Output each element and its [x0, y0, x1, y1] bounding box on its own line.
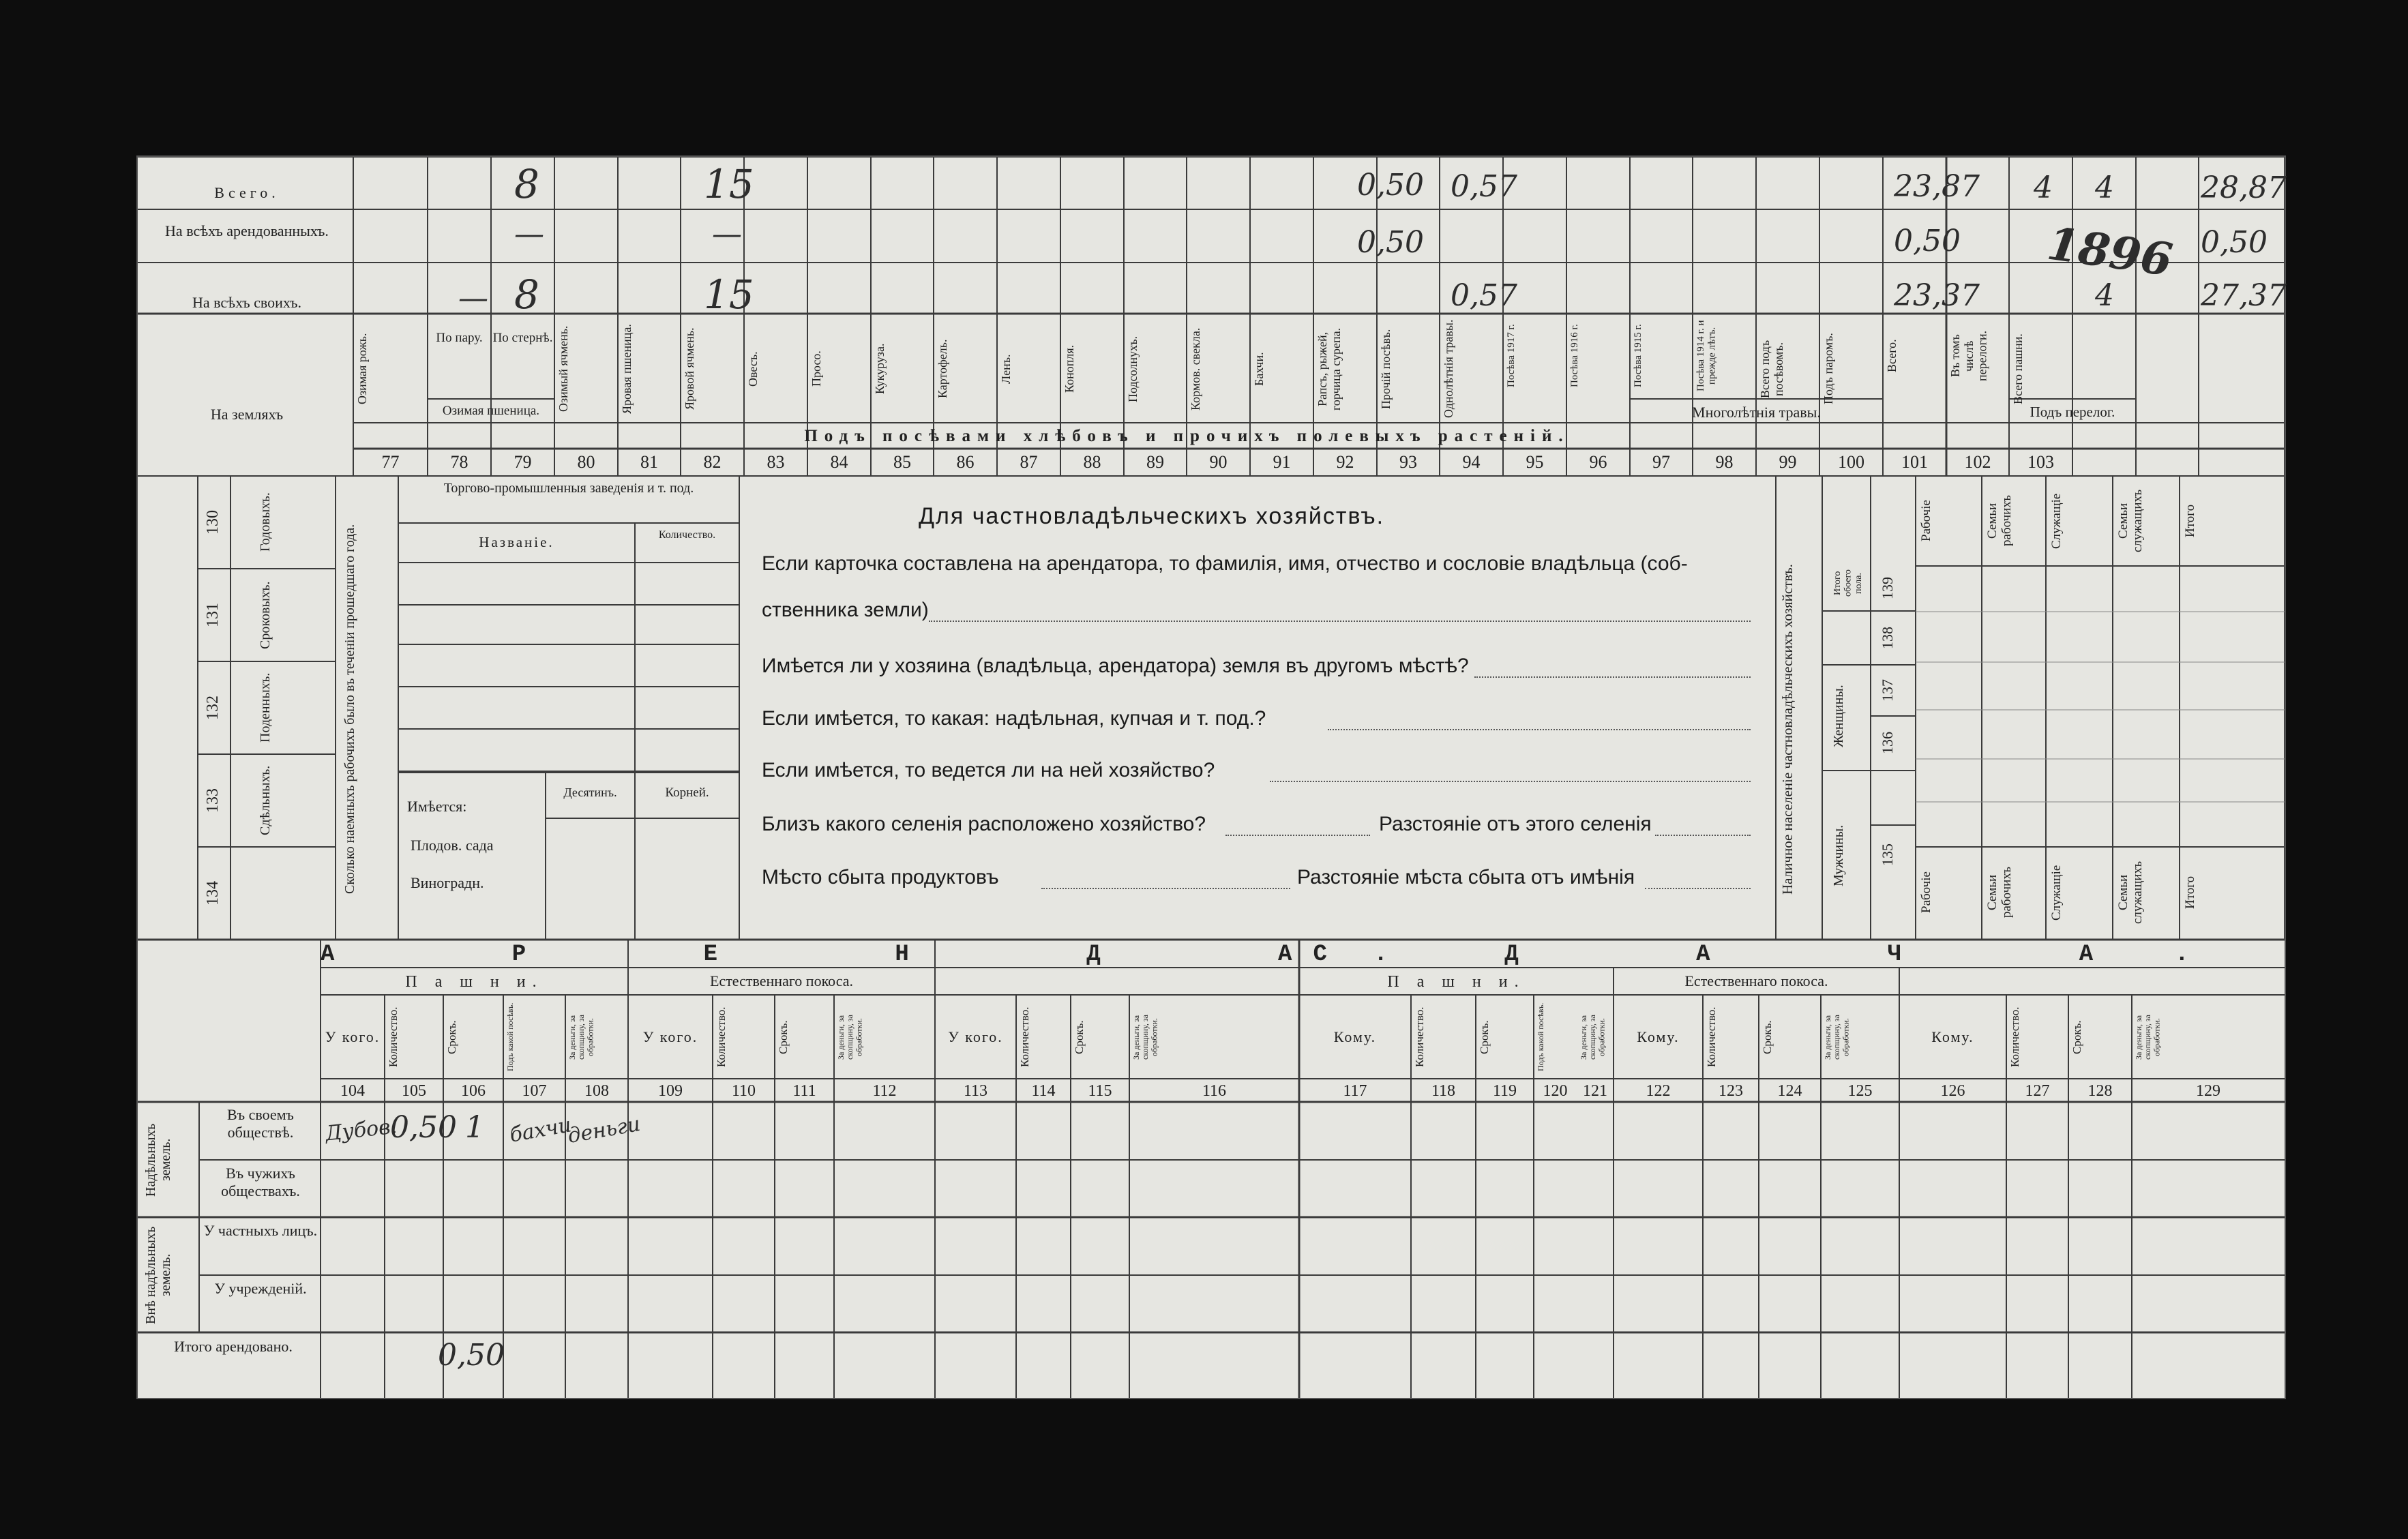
column-header-13: Подсолнухъ. [1126, 335, 1140, 402]
row-label-total: Всего. [214, 184, 280, 201]
trade-title: Торгово-промышленныя заведенія и т. под. [443, 481, 694, 496]
question-owner: Если карточка составлена на арендатора, то фамилія, имя, отчество и сословіе владѣльца (соб- [762, 552, 1688, 575]
lease-number-104: 104 [340, 1082, 365, 1100]
lease-number-122: 122 [1646, 1082, 1671, 1100]
lease-number-105: 105 [402, 1082, 426, 1100]
question-village: Близъ какого селенія расположено хозяйство? [762, 813, 1206, 835]
hw-lease-qty: 0,50 [390, 1110, 457, 1145]
hw-own-rapeseed: 0,57 [1451, 278, 1517, 313]
hw-lease-who: Дубов. [324, 1114, 398, 1146]
column-number-89: 89 [1146, 452, 1164, 472]
lease-number-111: 111 [792, 1082, 816, 1100]
sdacha-pokos-subheader: Естественнаго покоса. [1684, 972, 1828, 989]
pop-header-top-3: Семьи служащихъ [2116, 489, 2145, 553]
column-header-2: По пару. [436, 331, 483, 345]
hw-all-wheat-stubble: 8 [514, 161, 539, 207]
answer-line-land-type [1328, 729, 1751, 730]
column-number-102: 102 [1964, 452, 1991, 472]
column-number-97: 97 [1652, 452, 1670, 472]
lease-number-116: 116 [1202, 1082, 1227, 1100]
worker-col-num-134: 134 [204, 881, 222, 906]
hw-rented-wheat-stubble: — [514, 217, 544, 252]
column-header-17: Прочій посѣвъ. [1379, 329, 1393, 409]
column-header-16: Рапсъ, рыжей, горчица сурепа. [1316, 327, 1343, 410]
column-header-19: Посѣва 1917 г. [1506, 324, 1517, 388]
worker-col-num-131: 131 [204, 603, 222, 627]
lease-header-117: Кому. [1333, 1028, 1377, 1045]
lease-header-108: За деньги, за скопщину, за обработки. [567, 1015, 595, 1060]
column-header-26: Въ томъ числѣ перелоги. [1948, 330, 1989, 382]
column-header-11: Ленъ. [999, 354, 1013, 384]
lease-header-120: Подъ какой посѣвъ. [1536, 1002, 1545, 1072]
lease-header-115: Срокъ. [1073, 1020, 1086, 1054]
answer-line-village [1225, 835, 1370, 836]
column-number-77: 77 [381, 452, 400, 472]
column-number-78: 78 [450, 452, 469, 472]
worker-col-num-132: 132 [204, 696, 222, 720]
column-number-84: 84 [830, 452, 848, 472]
pop-header-bottom-4: Итого [2183, 876, 2197, 910]
lease-header-113: У кого. [948, 1028, 1003, 1045]
worker-col-label-132: Поденныхъ. [258, 672, 273, 743]
fallow-group: Подъ перелог. [2030, 404, 2115, 420]
hw-all-spring-barley: 15 [704, 161, 754, 207]
lease-header-110: Количество. [715, 1006, 728, 1068]
pop-header-bottom-0: Рабочіе [1919, 871, 1933, 914]
column-number-91: 91 [1273, 452, 1291, 472]
census-card [136, 155, 2286, 1399]
lease-header-114: Количество. [1018, 1006, 1031, 1068]
column-number-95: 95 [1526, 452, 1544, 472]
question-village-distance: Разстояніе отъ этого селенія [1379, 813, 1652, 835]
worker-col-label-130: Годовыхъ. [258, 492, 273, 552]
column-number-79: 79 [514, 452, 532, 472]
column-header-4: Озимый ячмень. [556, 325, 570, 413]
worker-col-num-130: 130 [204, 510, 222, 535]
worker-col-label-133: Сдѣльныхъ. [258, 765, 273, 836]
hw-lease-pay: деньги [565, 1111, 642, 1149]
column-number-101: 101 [1901, 452, 1928, 472]
population-title: Наличное населеніе частновладѣльческихъ хозяйствъ. [1779, 564, 1796, 895]
lease-number-128: 128 [2087, 1082, 2113, 1100]
lease-header-129: За деньги, за скопщину, за обработки. [2134, 1015, 2162, 1060]
lease-header-105: Количество. [387, 1006, 400, 1068]
hw-rented-total-sown: 0,50 [1894, 224, 1961, 258]
column-header-15: Бахчи. [1252, 352, 1266, 386]
question-land-type: Если имѣется, то какая: надѣльная, купчая и т. под.? [762, 707, 1266, 730]
hw-all-fallow-incl: 4 [2095, 170, 2114, 205]
hw-all-fallow-total: 4 [2034, 170, 2053, 205]
column-header-9: Кукуруза. [873, 343, 887, 395]
row-other-communities: Въ чужихъ обществахъ. [221, 1165, 300, 1200]
column-header-18: Однолѣтнія травы. [1442, 319, 1455, 419]
lease-number-113: 113 [963, 1082, 988, 1100]
column-number-99: 99 [1779, 452, 1797, 472]
hw-own-spring-barley: 15 [704, 271, 754, 318]
trade-orchard: Плодов. сада [411, 837, 494, 854]
lease-number-106: 106 [461, 1082, 486, 1100]
hw-all-total-arable: 28,87 [2201, 170, 2287, 205]
lease-header-118: Количество. [1413, 1006, 1426, 1068]
lease-number-114: 114 [1031, 1082, 1056, 1100]
column-header-20: Посѣва 1916 г. [1569, 324, 1580, 388]
column-header-3: По стернѣ. [492, 331, 553, 345]
lease-header-127: Количество. [2008, 1006, 2021, 1068]
arenda-pokos-subheader: Естественнаго покоса. [709, 972, 853, 989]
winter-wheat-group: Озимая пшеница. [442, 404, 540, 418]
trade-qty-header: Количество. [658, 529, 716, 541]
lease-number-120: 120 [1543, 1082, 1568, 1100]
population-men: Мужчины. [1831, 824, 1846, 887]
column-header-24: Подъ паромъ. [1822, 333, 1835, 405]
lease-number-115: 115 [1088, 1082, 1112, 1100]
column-number-96: 96 [1589, 452, 1607, 472]
column-header-12: Конопля. [1062, 344, 1076, 393]
column-number-87: 87 [1020, 452, 1038, 472]
perennial-grass-group: Многолѣтнія травы. [1692, 404, 1821, 421]
pop-header-bottom-1: Семьи рабочихъ [1985, 867, 2014, 918]
column-header-1: Озимая рожь. [355, 333, 369, 405]
column-number-82: 82 [703, 452, 722, 472]
question-other-land: Имѣется ли у хозяина (владѣльца, арендатора) земля въ другомъ мѣстѣ? [762, 655, 1469, 677]
lease-number-118: 118 [1431, 1082, 1456, 1100]
column-header-10: Картофель. [936, 339, 949, 399]
column-number-86: 86 [956, 452, 975, 472]
hired-workers-label: Сколько наемныхъ рабочихъ было въ теченіи прошедшаго года. [342, 524, 357, 895]
hw-own-fallow: 4 [2095, 278, 2114, 313]
answer-line-owner [929, 621, 1751, 622]
row-label-own: На всѣхъ своихъ. [192, 294, 301, 311]
lease-number-119: 119 [1492, 1082, 1517, 1100]
hw-rented-spring-barley: — [712, 217, 742, 252]
trade-roots-header: Корней. [665, 786, 709, 800]
lease-header-107: Подъ какой посѣвъ. [505, 1002, 515, 1072]
answer-line-farming [1270, 781, 1751, 782]
worker-col-label-131: Сроковыхъ. [258, 581, 273, 649]
pop-header-top-4: Итого [2183, 504, 2197, 538]
pop-header-top-2: Служащіе [2049, 493, 2064, 549]
column-header-14: Кормов. свекла. [1189, 327, 1202, 410]
pop-header-top-1: Семьи рабочихъ [1985, 495, 2014, 547]
pop-col-num-137: 137 [1879, 679, 1896, 702]
hw-lease-crop: бахчи [507, 1113, 574, 1148]
lease-header-116: За деньги, за скопщину, за обработки. [1131, 1015, 1159, 1060]
arenda-pashni-subheader: П а ш н и. [405, 973, 544, 991]
answer-line-other-land [1474, 676, 1751, 678]
question-market-distance: Разстояніе мѣста сбыта отъ имѣнія [1297, 866, 1635, 888]
trade-name-header: Названіе. [479, 534, 554, 550]
column-number-85: 85 [893, 452, 911, 472]
column-number-103: 103 [2027, 452, 2054, 472]
private-title: Для частновладѣльческихъ хозяйствъ. [919, 503, 1385, 529]
question-farming: Если имѣется, то ведется ли на ней хозяйство? [762, 759, 1215, 781]
trade-has-label: Имѣется: [407, 798, 467, 815]
lease-header-111: Срокъ. [777, 1020, 790, 1054]
hw-lease-total: 0,50 [438, 1338, 505, 1373]
answer-line-market-distance [1645, 888, 1751, 889]
population-total-both: Итого обоего пола. [1832, 569, 1864, 597]
lease-number-110: 110 [731, 1082, 756, 1100]
lease-number-126: 126 [1940, 1082, 1965, 1100]
column-header-25: Всего. [1885, 339, 1899, 373]
hw-rented-total-arable: 0,50 [2201, 225, 2268, 260]
answer-line-market [1041, 888, 1290, 889]
hw-own-total-arable: 27,37 [2201, 278, 2287, 313]
column-number-93: 93 [1399, 452, 1417, 472]
lease-header-104: У кого. [325, 1028, 381, 1045]
lease-header-125: За деньги, за скопщину, за обработки. [1823, 1015, 1851, 1060]
column-header-27: Всего пашни. [2011, 333, 2025, 404]
lease-number-107: 107 [522, 1082, 547, 1100]
column-header-23: Всего подъ посѣвомъ. [1758, 340, 1785, 398]
column-header-5: Яровая пшеница. [620, 324, 634, 414]
column-number-98: 98 [1715, 452, 1734, 472]
lease-number-129: 129 [2196, 1082, 2220, 1100]
pop-col-num-139: 139 [1879, 577, 1896, 600]
hw-all-total-sown: 23,87 [1894, 169, 1980, 204]
vnenadel-group-label: Внѣ надѣльныхъ земель. [143, 1226, 173, 1324]
column-header-6: Яровой ячмень. [683, 327, 696, 410]
question-owner-cont: ственника земли) [762, 599, 929, 621]
population-women: Женщины. [1831, 685, 1846, 747]
lease-number-124: 124 [1777, 1082, 1802, 1100]
lease-header-123: Количество. [1705, 1006, 1718, 1068]
column-number-94: 94 [1462, 452, 1481, 472]
pop-header-bottom-3: Семьи служащихъ [2116, 861, 2145, 925]
hw-all-bakhchi: 0,50 [1357, 168, 1424, 203]
lease-header-124: Срокъ. [1761, 1020, 1774, 1054]
lease-number-127: 127 [2025, 1082, 2050, 1100]
lease-number-109: 109 [658, 1082, 683, 1100]
lease-header-119: Срокъ. [1478, 1020, 1491, 1054]
column-header-7: Овесъ. [746, 351, 760, 387]
lease-header-106: Срокъ. [445, 1020, 458, 1054]
column-number-90: 90 [1209, 452, 1228, 472]
pop-col-num-136: 136 [1879, 732, 1896, 755]
column-header-8: Просо. [809, 350, 823, 387]
lease-header-112: За деньги, за скопщину, за обработки. [836, 1015, 864, 1060]
row-private-persons: У частныхъ лицъ. [203, 1222, 318, 1239]
nadel-group-label: Надѣльныхъ земель. [143, 1123, 173, 1197]
worker-col-num-133: 133 [204, 788, 222, 813]
row-institutions: У учрежденій. [214, 1280, 307, 1297]
lease-number-117: 117 [1343, 1082, 1367, 1100]
hw-all-rapeseed: 0,57 [1451, 169, 1517, 204]
lease-number-112: 112 [872, 1082, 897, 1100]
land-label: На земляхъ [210, 406, 284, 423]
crops-band-title: Подъ посѣвами хлѣбовъ и прочихъ полевыхъ растеній. [804, 427, 1570, 445]
lease-number-123: 123 [1719, 1082, 1743, 1100]
row-total-rented: Итого арендовано. [174, 1338, 293, 1355]
hw-rented-bakhchi: 0,50 [1357, 225, 1424, 260]
hw-year-mark: 1896 [2044, 216, 2176, 287]
column-number-100: 100 [1838, 452, 1864, 472]
hw-own-wheat-stubble: 8 [514, 271, 539, 318]
sdacha-pashni-subheader: П а ш н и. [1387, 973, 1526, 991]
lease-header-109: У кого. [642, 1028, 698, 1045]
column-number-81: 81 [640, 452, 658, 472]
sdacha-title: С Д А Ч А. [1313, 942, 2271, 968]
hw-own-wheat-fallow: — [458, 281, 488, 316]
lease-number-125: 125 [1847, 1082, 1873, 1100]
pop-col-num-138: 138 [1879, 627, 1896, 649]
hw-own-total-sown: 23,37 [1894, 278, 1980, 313]
lease-header-128: Срокъ. [2070, 1020, 2083, 1054]
column-number-83: 83 [767, 452, 785, 472]
row-label-rented: На всѣхъ арендованныхъ. [165, 222, 329, 239]
lease-number-121: 121 [1583, 1082, 1607, 1100]
lease-number-108: 108 [584, 1082, 609, 1100]
column-number-88: 88 [1083, 452, 1101, 472]
question-market: Мѣсто сбыта продуктовъ [762, 866, 999, 888]
column-number-92: 92 [1336, 452, 1354, 472]
column-header-22: Посѣва 1914 г. и прежде лѣтъ. [1695, 320, 1718, 392]
arenda-title: А Р Е Н Д А. [321, 942, 1470, 968]
pop-col-num-135: 135 [1879, 843, 1896, 867]
column-number-80: 80 [577, 452, 595, 472]
hw-lease-term: 1 [465, 1110, 484, 1145]
pop-header-bottom-2: Служащіе [2049, 865, 2064, 921]
trade-des-header: Десятинъ. [563, 786, 617, 799]
row-own-community: Въ своемъ обществѣ. [227, 1106, 294, 1141]
pop-header-top-0: Рабочіе [1919, 500, 1933, 542]
trade-vineyard: Виноградн. [411, 874, 484, 891]
lease-header-121: За деньги, за скопщину, за обработки. [1579, 1015, 1607, 1060]
answer-line-village-distance [1655, 835, 1751, 836]
lease-header-122: Кому. [1637, 1028, 1680, 1045]
column-header-21: Посѣва 1915 г. [1633, 324, 1644, 388]
lease-header-126: Кому. [1931, 1028, 1974, 1045]
